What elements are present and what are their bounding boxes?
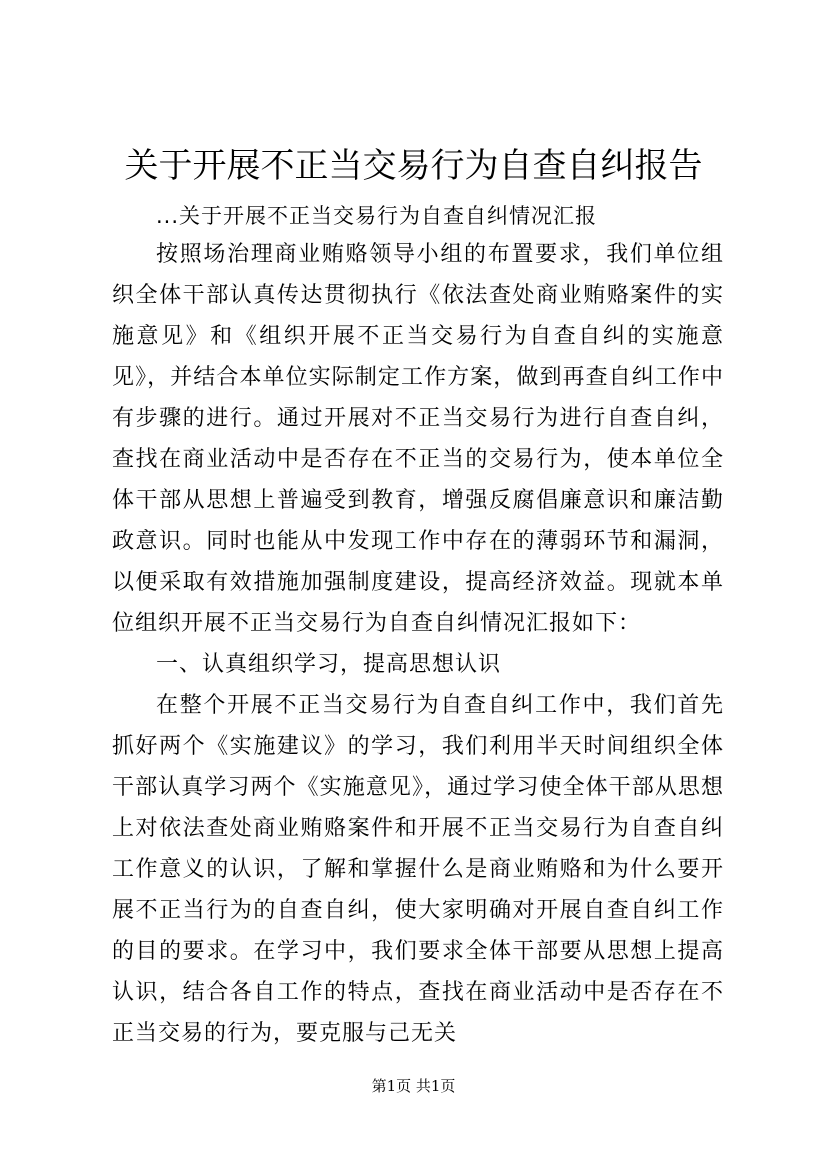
paragraph-section-1: 在整个开展不正当交易行为自查自纠工作中，我们首先抓好两个《实施建议》的学习，我们利用半天时间组织全体干部认真学习两个《实施意见》，通过学习使全体干部从思想上对依法查处商业贿赂案件和开展不正当交易行为自查自纠工作意义的认识，了解和掌握什么是商业贿赂和为什么要开展不正当行为的自查自纠，使大家明确对开展自查自纠工作的目的要求。在学习中，我们要求全体干部要从思想上提高认识，结合各自工作的特点，查找在商业活动中是否存在不正当交易的行为，要克服与己无关	[112, 693, 724, 1046]
page-footer: 第1页 共1页	[371, 1077, 456, 1095]
section-heading-1: 一、认真组织学习，提高思想认识	[156, 652, 502, 677]
document-body	[112, 198, 724, 1054]
paragraph-intro: 按照场治理商业贿赂领导小组的布置要求，我们单位组织全体干部认真传达贯彻执行《依法查处商业贿赂案件的实施意见》和《组织开展不正当交易行为自查自纠的实施意见》，并结合本单位实际制定工作方案，做到再查自纠工作中有步骤的进行。通过开展对不正当交易行为进行自查自纠，查找在商业活动中是否存在不正当的交易行为，使本单位全体干部从思想上普遍受到教育，增强反腐倡廉意识和廉洁勤政意识。同时也能从中发现工作中存在的薄弱环节和漏洞，以便采取有效措施加强制度建设，提高经济效益。现就本单位组织开展不正当交易行为自查自纠情况汇报如下：	[112, 242, 724, 636]
document-subtitle: ...关于开展不正当交易行为自查自纠情况汇报	[156, 204, 598, 228]
document-title: 关于开展不正当交易行为自查自纠报告	[124, 146, 703, 186]
